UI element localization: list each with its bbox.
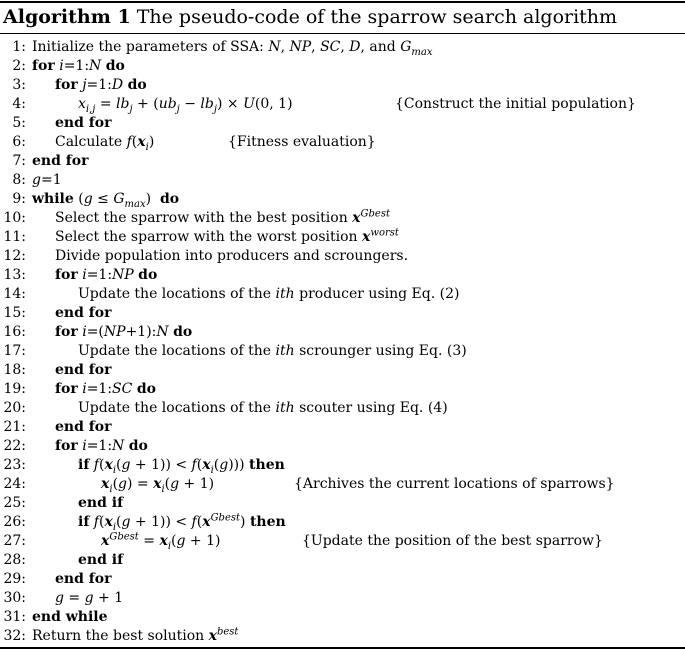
algorithm-line bbox=[0, 627, 685, 646]
line-number: 20: bbox=[3, 400, 26, 416]
algorithm-line bbox=[0, 57, 685, 76]
line-code: Divide population into producers and scroungers. bbox=[55, 248, 409, 264]
algorithm-line bbox=[0, 513, 685, 532]
algorithm-line bbox=[0, 133, 685, 152]
line-code: Update the locations of the ith scouter using Eq. (4) bbox=[78, 400, 448, 416]
line-number: 6: bbox=[12, 134, 26, 150]
algorithm-line bbox=[0, 285, 685, 304]
line-code: Return the best solution $x^{best}$ bbox=[32, 626, 239, 644]
line-code: Update the locations of the ith scrounger using Eq. (3) bbox=[78, 343, 467, 359]
top-rule bbox=[0, 1, 685, 3]
line-number: 31: bbox=[3, 609, 26, 625]
algorithm-line bbox=[0, 38, 685, 57]
line-code: g=1 bbox=[32, 172, 62, 188]
line-number: 11: bbox=[3, 229, 26, 245]
line-number: 10: bbox=[3, 210, 26, 226]
algorithm-line bbox=[0, 209, 685, 228]
line-number: 17: bbox=[3, 343, 26, 359]
line-number: 4: bbox=[12, 96, 26, 112]
line-code: end while bbox=[32, 609, 108, 625]
line-number: 29: bbox=[3, 571, 26, 587]
algorithm-line bbox=[0, 418, 685, 437]
line-code: for i=1:N do bbox=[55, 438, 148, 454]
algorithm-line bbox=[0, 76, 685, 95]
line-number: 23: bbox=[3, 457, 26, 473]
line-code: while $(g \le G_{max})$ do bbox=[32, 191, 180, 210]
algorithm-line bbox=[0, 171, 685, 190]
algorithm-line bbox=[0, 399, 685, 418]
line-code: for i=(NP+1):N do bbox=[55, 324, 193, 340]
algorithm-body bbox=[0, 38, 685, 646]
line-number: 2: bbox=[12, 58, 26, 74]
line-comment: {Update the position of the best sparrow} bbox=[302, 533, 603, 549]
line-code: for i=1:SC do bbox=[55, 381, 156, 397]
caption-rule bbox=[0, 33, 685, 34]
algorithm-line bbox=[0, 608, 685, 627]
line-code: for i=1:NP do bbox=[55, 267, 158, 283]
algorithm-line bbox=[0, 494, 685, 513]
line-code: if $f(x_i(g + 1)) < f(x^{Gbest})$ then bbox=[78, 512, 286, 533]
line-code: $x_i(g) = x_i(g + 1)$ bbox=[101, 476, 215, 495]
line-number: 12: bbox=[3, 248, 26, 264]
line-number: 26: bbox=[3, 514, 26, 530]
line-number: 15: bbox=[3, 305, 26, 321]
line-number: 25: bbox=[3, 495, 26, 511]
line-code: Calculate $f(x_i)$ bbox=[55, 134, 155, 153]
algorithm-line bbox=[0, 247, 685, 266]
line-comment: {Construct the initial population} bbox=[395, 96, 636, 112]
line-code: if $f(x_i(g + 1)) < f(x_i(g))$) then bbox=[78, 457, 285, 476]
algorithm-line bbox=[0, 342, 685, 361]
algorithm-line bbox=[0, 228, 685, 247]
line-number: 30: bbox=[3, 590, 26, 606]
line-number: 1: bbox=[12, 39, 26, 55]
line-number: 13: bbox=[3, 267, 26, 283]
algorithm-line bbox=[0, 114, 685, 133]
line-number: 19: bbox=[3, 381, 26, 397]
line-number: 28: bbox=[3, 552, 26, 568]
line-code: Select the sparrow with the worst position $x^{worst}$ bbox=[55, 227, 399, 245]
line-number: 5: bbox=[12, 115, 26, 131]
line-number: 3: bbox=[12, 77, 26, 93]
algorithm-line bbox=[0, 456, 685, 475]
line-number: 24: bbox=[3, 476, 26, 492]
algorithm-line bbox=[0, 323, 685, 342]
algorithm-line bbox=[0, 532, 685, 551]
line-number: 16: bbox=[3, 324, 26, 340]
line-code: $x_{i,j} = lb_j + (ub_j - lb_j) \times U(0$, 1) bbox=[78, 96, 293, 115]
line-code: end if bbox=[78, 552, 124, 568]
line-number: 8: bbox=[12, 172, 26, 188]
algorithm-line bbox=[0, 152, 685, 171]
line-code: for i=1:N do bbox=[32, 58, 125, 74]
line-number: 9: bbox=[12, 191, 26, 207]
line-code: for j=1:D do bbox=[55, 77, 147, 93]
line-code: end for bbox=[55, 115, 112, 131]
algorithm-line bbox=[0, 380, 685, 399]
algorithm-label: Algorithm 1 bbox=[3, 6, 131, 28]
line-code: g = g + 1 bbox=[55, 590, 124, 606]
line-code: Select the sparrow with the best position $x^{Gbest}$ bbox=[55, 208, 390, 226]
algorithm-line bbox=[0, 570, 685, 589]
line-number: 7: bbox=[12, 153, 26, 169]
algorithm-line bbox=[0, 551, 685, 570]
algorithm-line bbox=[0, 95, 685, 114]
algorithm-line bbox=[0, 589, 685, 608]
algorithm-line bbox=[0, 437, 685, 456]
algorithm-caption bbox=[3, 4, 617, 30]
line-number: 18: bbox=[3, 362, 26, 378]
line-number: 27: bbox=[3, 533, 26, 549]
line-code: Initialize the parameters of SSA: N, NP, SC, D, and $G_{max}$ bbox=[32, 39, 433, 58]
line-number: 22: bbox=[3, 438, 26, 454]
algorithm-title: The pseudo-code of the sparrow search algorithm bbox=[136, 6, 618, 28]
line-number: 14: bbox=[3, 286, 26, 302]
algorithm-line bbox=[0, 304, 685, 323]
line-code: $x^{Gbest} = x_i(g + 1)$ bbox=[101, 531, 221, 552]
line-code: end for bbox=[55, 419, 112, 435]
line-code: end for bbox=[55, 571, 112, 587]
line-code: end if bbox=[78, 495, 124, 511]
algorithm-line bbox=[0, 266, 685, 285]
line-number: 21: bbox=[3, 419, 26, 435]
line-code: end for bbox=[55, 362, 112, 378]
line-code: end for bbox=[32, 153, 89, 169]
line-number: 32: bbox=[3, 628, 26, 644]
line-code: end for bbox=[55, 305, 112, 321]
algorithm-line bbox=[0, 475, 685, 494]
line-code: Update the locations of the ith producer using Eq. (2) bbox=[78, 286, 460, 302]
algorithm-line bbox=[0, 190, 685, 209]
line-comment: {Fitness evaluation} bbox=[228, 134, 376, 150]
algorithm-line bbox=[0, 361, 685, 380]
line-comment: {Archives the current locations of sparrows} bbox=[294, 476, 615, 492]
